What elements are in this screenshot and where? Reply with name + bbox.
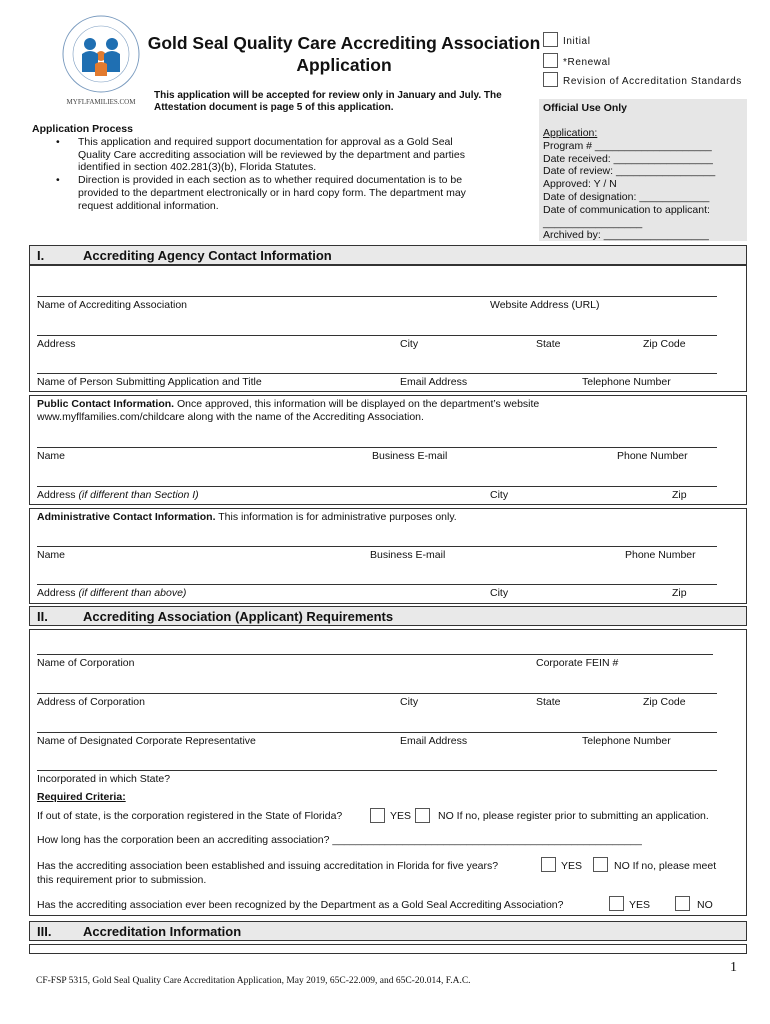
admin-contact-intro: Administrative Contact Information. This information is for administrative purposes only. xyxy=(37,511,457,523)
application-process: Application Process • This application and required support documentation for approval as a Gold Seal Quality Care accrediting association will be reviewed by the department and parties identified in section 402.281(3)(b), Florida Statutes. • Direction is provided in each section as to whether required documentation is to be provided to the department electronically or in hard copy form. The department may request additional information. xyxy=(32,123,466,212)
title-line2: Application xyxy=(296,55,392,75)
page-title xyxy=(146,32,542,76)
corp-state-label: State xyxy=(536,696,561,708)
q3-yes-checkbox[interactable] xyxy=(541,857,556,872)
admin-zip-label: Zip xyxy=(672,587,687,599)
public-name-line[interactable] xyxy=(37,447,717,448)
public-name-label: Name xyxy=(37,450,66,462)
q3-continuation: this requirement prior to submission. xyxy=(37,874,207,886)
assoc-name-line[interactable] xyxy=(37,296,717,297)
q3-label: Has the accrediting association been established and issuing accreditation in Florida for five years? xyxy=(37,860,499,872)
corp-address-line[interactable] xyxy=(37,693,717,694)
submitter-label: Name of Person Submitting Application and Title xyxy=(37,376,262,388)
q4-no-label: NO xyxy=(697,899,713,911)
assoc-name-label: Name of Accrediting Association xyxy=(37,299,187,311)
q4-label: Has the accrediting association ever been recognized by the Department as a Gold Seal Accrediting Association? xyxy=(37,899,564,911)
section-3-box xyxy=(29,944,747,954)
corp-address-label: Address of Corporation xyxy=(37,696,145,708)
official-use-title: Official Use Only xyxy=(543,102,628,114)
public-city-label: City xyxy=(490,489,509,501)
admin-name-line[interactable] xyxy=(37,546,717,547)
fein-label: Corporate FEIN # xyxy=(536,657,619,669)
incorporated-line[interactable] xyxy=(37,770,717,771)
logo-url: MYFLFAMILIES.COM xyxy=(66,98,136,106)
official-date-review[interactable]: Date of review: _________________ xyxy=(543,165,716,178)
rep-label: Name of Designated Corporate Representative xyxy=(37,735,256,747)
official-blank-line[interactable]: _________________ xyxy=(543,216,643,229)
initial-checkbox[interactable] xyxy=(543,32,558,47)
admin-phone-label: Phone Number xyxy=(625,549,696,561)
admin-city-label: City xyxy=(490,587,509,599)
revision-checkbox[interactable] xyxy=(543,72,558,87)
q3-yes-label: YES xyxy=(561,860,583,872)
admin-address-label: Address (if different than above) xyxy=(37,587,187,599)
q3-no-label: NO If no, please meet xyxy=(614,860,717,872)
q1-label: If out of state, is the corporation registered in the State of Florida? xyxy=(37,810,343,822)
admin-address-line[interactable] xyxy=(37,584,717,585)
admin-name-label: Name xyxy=(37,549,66,561)
official-archived[interactable]: Archived by: __________________ xyxy=(543,229,709,242)
official-date-received[interactable]: Date received: _________________ xyxy=(543,152,713,165)
incorporated-label: Incorporated in which State? xyxy=(37,773,171,785)
phone-label: Telephone Number xyxy=(582,376,671,388)
city-label: City xyxy=(400,338,419,350)
q3-no-checkbox[interactable] xyxy=(593,857,608,872)
q1-yes-checkbox[interactable] xyxy=(370,808,385,823)
admin-email-label: Business E-mail xyxy=(370,549,446,561)
rep-line[interactable] xyxy=(37,732,717,733)
q4-yes-checkbox[interactable] xyxy=(609,896,624,911)
review-note: This application will be accepted for review only in January and July. The Attestation document is page 5 of this application. xyxy=(154,90,502,113)
required-criteria-label: Required Criteria: xyxy=(37,791,126,803)
email-label: Email Address xyxy=(400,376,468,388)
q4-no-checkbox[interactable] xyxy=(675,896,690,911)
page-number: 1 xyxy=(730,960,737,975)
public-zip-label: Zip xyxy=(672,489,687,501)
public-address-label: Address (if different than Section I) xyxy=(37,489,199,501)
public-email-label: Business E-mail xyxy=(372,450,448,462)
section-3-header: III. Accreditation Information xyxy=(29,921,747,941)
dcf-logo-icon xyxy=(58,12,144,110)
corp-name-line[interactable] xyxy=(37,654,713,655)
state-label: State xyxy=(536,338,561,350)
address-label: Address xyxy=(37,338,76,350)
renewal-label: *Renewal xyxy=(563,57,611,68)
official-date-designation[interactable]: Date of designation: ____________ xyxy=(543,190,710,203)
public-phone-label: Phone Number xyxy=(617,450,688,462)
q1-no-checkbox[interactable] xyxy=(415,808,430,823)
dcf-logo xyxy=(58,12,144,110)
official-date-communication[interactable]: Date of communication to applicant: xyxy=(543,203,710,216)
revision-label: Revision of Accreditation Standards xyxy=(563,76,742,87)
title-line1: Gold Seal Quality Care Accrediting Association xyxy=(147,33,541,53)
official-approved[interactable]: Approved: Y / N xyxy=(543,178,617,191)
submitter-line[interactable] xyxy=(37,373,717,374)
q1-yes-label: YES xyxy=(390,810,412,822)
official-application: Application: xyxy=(543,127,598,139)
corp-name-label: Name of Corporation xyxy=(37,657,135,669)
section-2-header: II. Accrediting Association (Applicant) Requirements xyxy=(29,606,747,626)
process-title: Application Process xyxy=(32,123,133,135)
initial-label: Initial xyxy=(563,36,591,47)
zip-label: Zip Code xyxy=(643,338,686,350)
public-address-line[interactable] xyxy=(37,486,717,487)
rep-email-label: Email Address xyxy=(400,735,468,747)
q1-no-label: NO If no, please register prior to submitting an application. xyxy=(438,810,709,822)
section-1-header: I. Accrediting Agency Contact Information xyxy=(29,245,747,265)
q4-yes-label: YES xyxy=(629,899,651,911)
address-line[interactable] xyxy=(37,335,717,336)
official-program[interactable]: Program # ____________________ xyxy=(543,139,712,152)
rep-phone-label: Telephone Number xyxy=(582,735,671,747)
footer-text: CF-FSP 5315, Gold Seal Quality Care Accreditation Application, May 2019, 65C-22.009, and 65C-20.014, F.A.C. xyxy=(36,976,471,986)
renewal-checkbox[interactable] xyxy=(543,53,558,68)
q2-label[interactable]: How long has the corporation been an accrediting association? _____________________________________________________ xyxy=(37,834,642,846)
website-label: Website Address (URL) xyxy=(490,299,600,311)
public-contact-intro: Public Contact Information. Once approved, this information will be displayed on the department’s website www.myflfamilies.com/childcare along with the name of the Accrediting Association. xyxy=(37,398,540,423)
official-use-box xyxy=(539,99,747,241)
corp-city-label: City xyxy=(400,696,419,708)
corp-zip-label: Zip Code xyxy=(643,696,686,708)
